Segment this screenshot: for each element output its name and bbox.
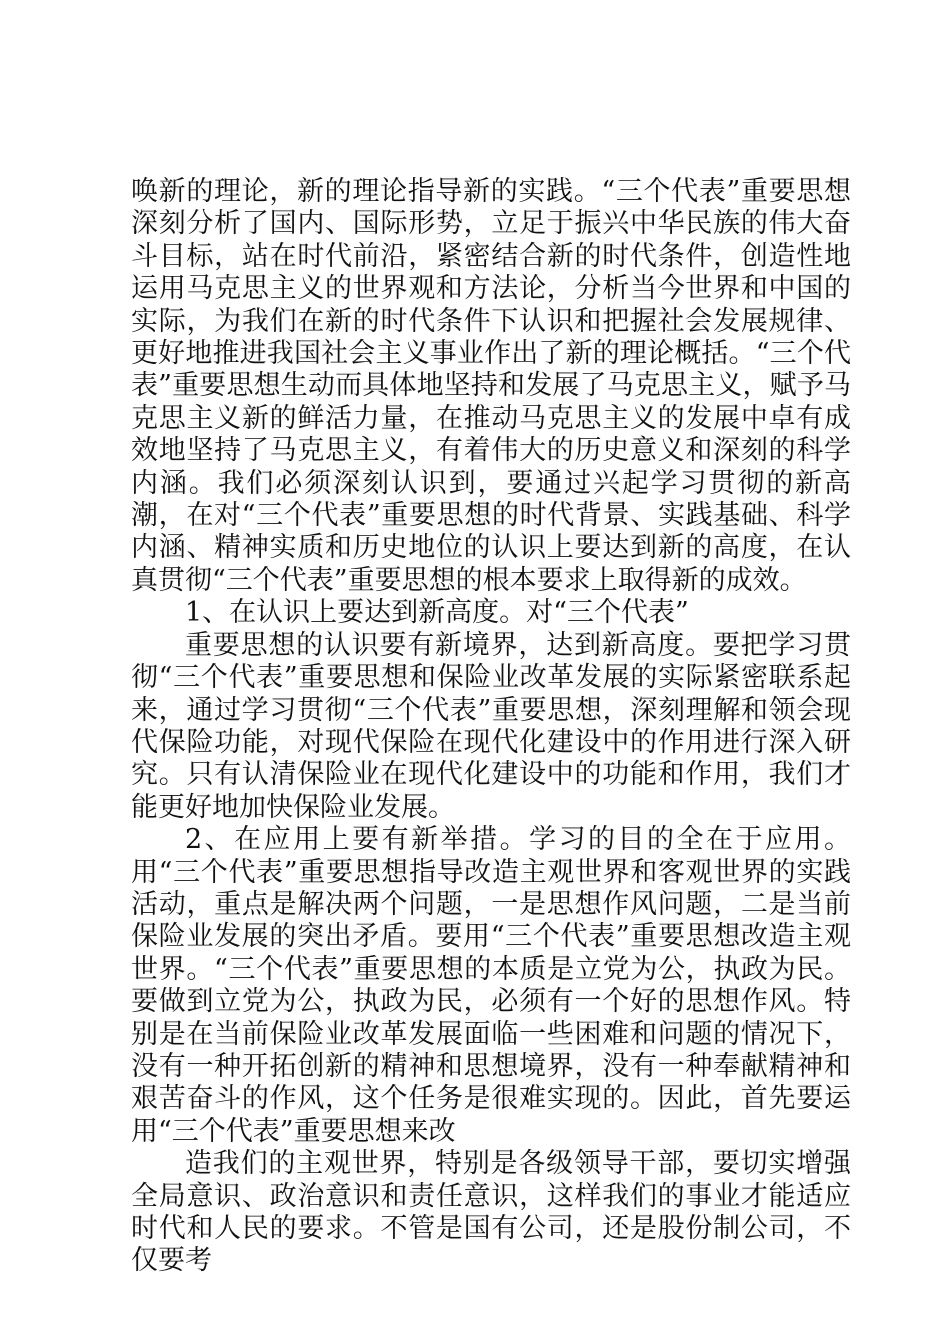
document-body [131, 176, 851, 1278]
paragraph-section-1-body: 重要思想的认识要有新境界，达到新高度。要把学习贯彻“三个代表”重要思想和保险业改革发展的实际紧密联系起来，通过学习贯彻“三个代表”重要思想，深刻理解和领会现代保险功能，对现代保险在现代化建设中的作用进行深入研究。只有认清保险业在现代化建设中的功能和作用，我们才能更好地加快保险业发展。 [131, 629, 851, 823]
paragraph-continuation: 唤新的理论，新的理论指导新的实践。“三个代表”重要思想深刻分析了国内、国际形势，立足于振兴中华民族的伟大奋斗目标，站在时代前沿，紧密结合新的时代条件，创造性地运用马克思主义的世界观和方法论，分析当今世界和中国的实际，为我们在新的时代条件下认识和把握社会发展规律、更好地推进我国社会主义事业作出了新的理论概括。“三个代表”重要思想生动而具体地坚持和发展了马克思主义，赋予马克思主义新的鲜活力量，在推动马克思主义的发展中卓有成效地坚持了马克思主义，有着伟大的历史意义和深刻的科学内涵。我们必须深刻认识到，要通过兴起学习贯彻的新高潮，在对“三个代表”重要思想的时代背景、实践基础、科学内涵、精神实质和历史地位的认识上要达到新的高度，在认真贯彻“三个代表”重要思想的根本要求上取得新的成效。 [131, 176, 851, 596]
paragraph-section-2: 2、在应用上要有新举措。学习的目的全在于应用。用“三个代表”重要思想指导改造主观世界和客观世界的实践活动，重点是解决两个问题，一是思想作风问题，二是当前保险业发展的突出矛盾。要用“三个代表”重要思想改造主观世界。“三个代表”重要思想的本质是立党为公，执政为民。要做到立党为公，执政为民，必须有一个好的思想作风。特别是在当前保险业改革发展面临一些困难和问题的情况下，没有一种开拓创新的精神和思想境界，没有一种奉献精神和艰苦奋斗的作风，这个任务是很难实现的。因此，首先要运用“三个代表”重要思想来改 [131, 824, 851, 1147]
paragraph-heading-1: 1、在认识上要达到新高度。对“三个代表” [185, 597, 689, 629]
paragraph-section-2-continuation: 造我们的主观世界，特别是各级领导干部，要切实增强全局意识、政治意识和责任意识，这样我们的事业才能适应时代和人民的要求。不管是国有公司，还是股份制公司，不仅要考 [131, 1148, 851, 1277]
